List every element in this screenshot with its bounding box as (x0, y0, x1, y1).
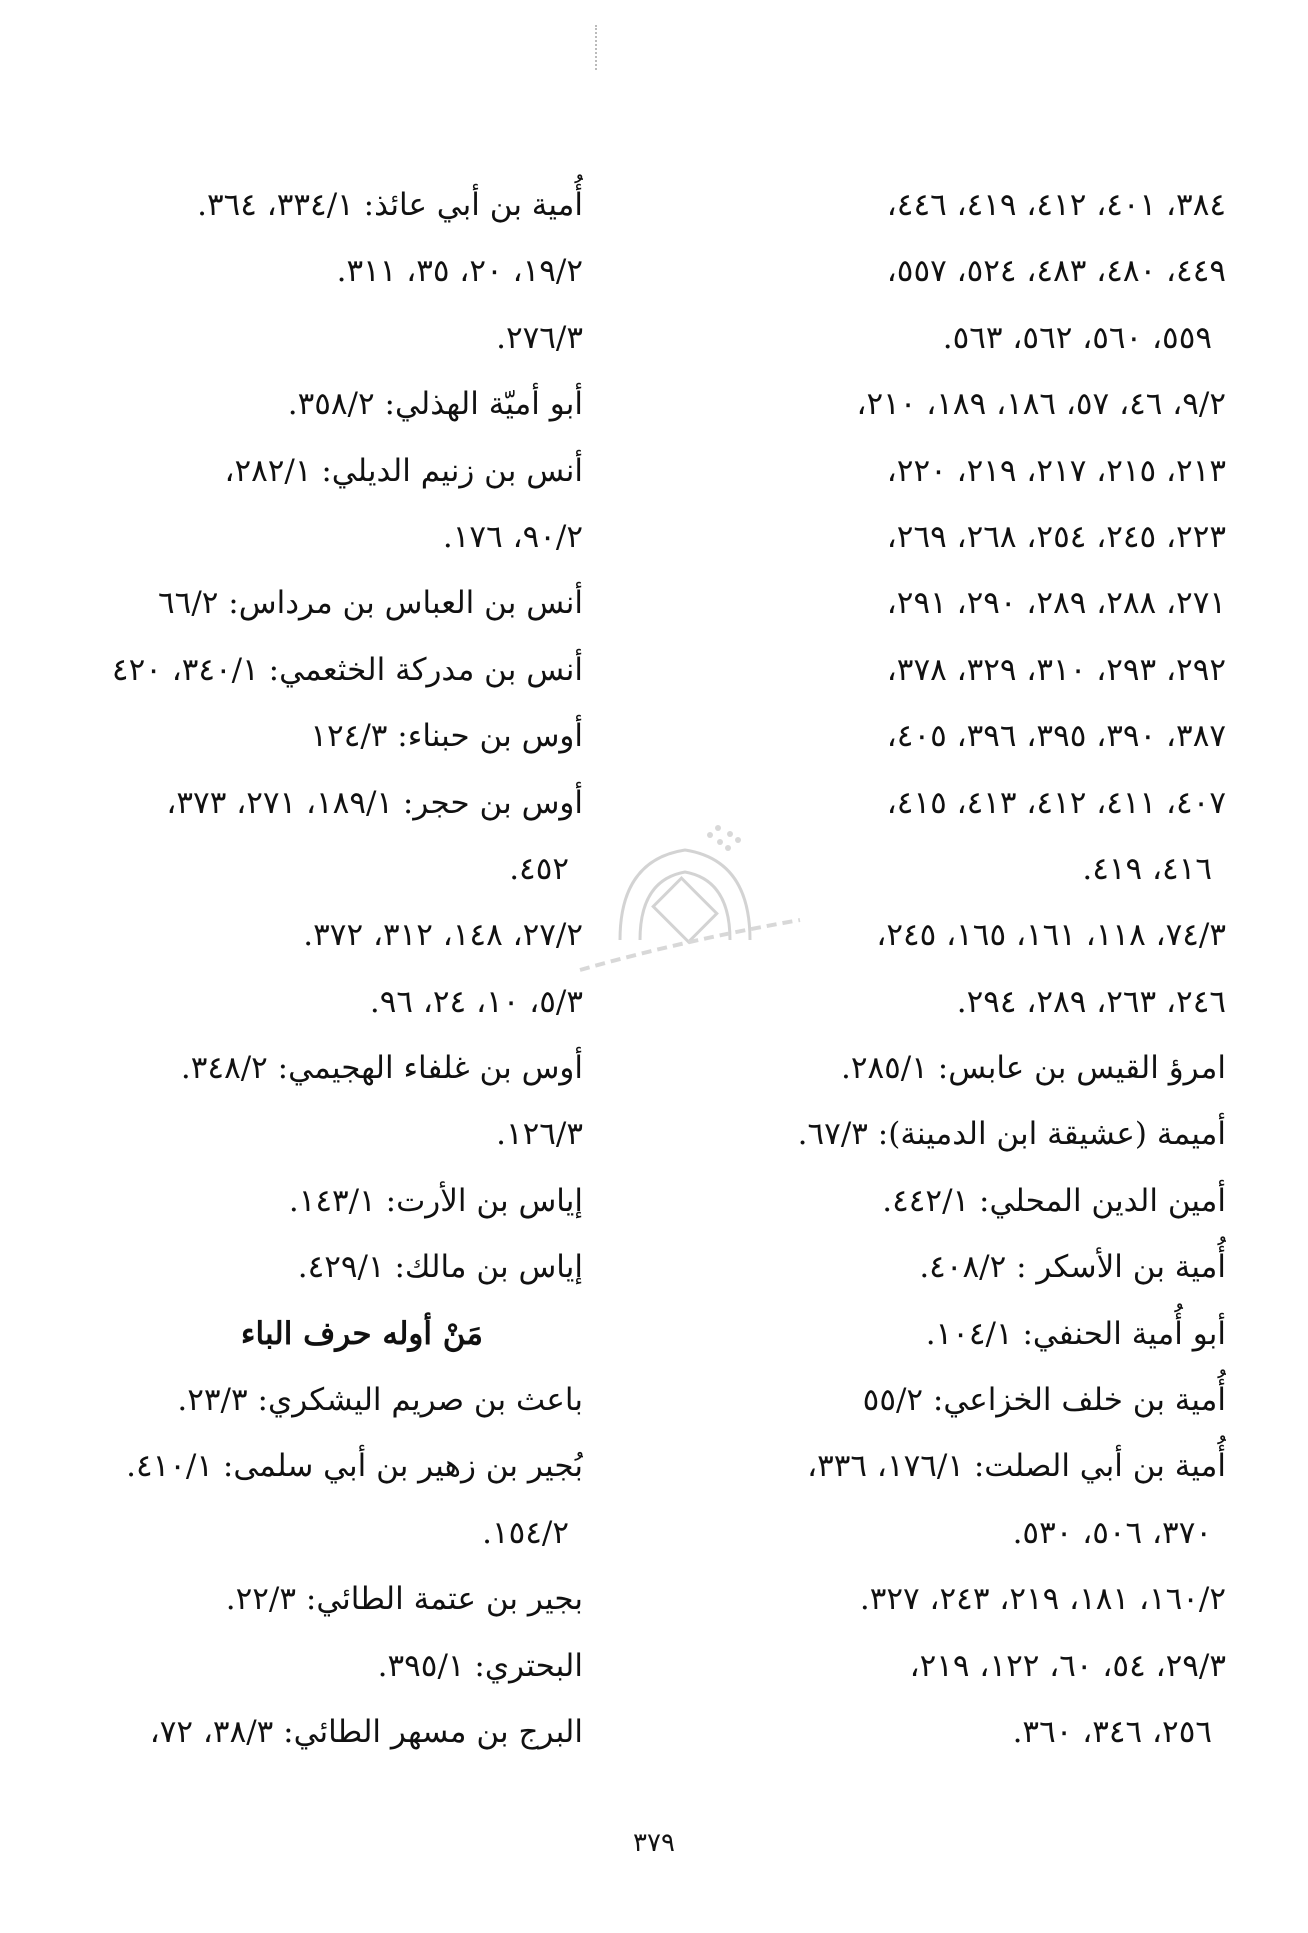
index-line: ٤٥٢. (509, 850, 569, 887)
index-line: ٣٧٠، ٥٠٦، ٥٣٠. (1012, 1514, 1212, 1551)
index-line: ٢٩/٣، ٥٤، ٦٠، ١٢٢، ٢١٩، (909, 1647, 1226, 1684)
index-entry: أميمة (عشيقة ابن الدمينة): ٦٧/٣. (797, 1116, 1226, 1153)
index-line: ٣٨٧، ٣٩٠، ٣٩٥، ٣٩٦، ٤٠٥، (886, 718, 1226, 755)
index-line: ٥٥٩، ٥٦٠، ٥٦٢، ٥٦٣. (942, 319, 1212, 356)
index-entry: بجير بن عتمة الطائي: ٢٢/٣. (225, 1581, 583, 1618)
index-entry: أُمية بن أبي الصلت: ١٧٦/١، ٣٣٦، (807, 1448, 1226, 1485)
index-entry: بُجير بن زهير بن أبي سلمى: ٤١٠/١. (126, 1448, 583, 1485)
left-column (3, 172, 583, 1765)
index-line: ٩/٢، ٤٦، ٥٧، ١٨٦، ١٨٩، ٢١٠، (856, 386, 1226, 423)
index-line: ٤١٦، ٤١٩. (1082, 850, 1212, 887)
index-line: ٤٠٧، ٤١١، ٤١٢، ٤١٣، ٤١٥، (886, 784, 1226, 821)
index-entry: البحتري: ٣٩٥/١. (377, 1647, 583, 1684)
index-line: ٢٧/٢، ١٤٨، ٣١٢، ٣٧٢. (303, 917, 583, 954)
section-heading: مَنْ أوله حرف الباء (240, 1315, 483, 1352)
page-number: ٣٧٩ (633, 1828, 675, 1858)
index-line: ٢٩٢، ٢٩٣، ٣١٠، ٣٢٩، ٣٧٨، (886, 651, 1226, 688)
index-entry: أنس بن زنيم الديلي: ٢٨٢/١، (224, 452, 583, 489)
index-line: ٢٤٦، ٢٦٣، ٢٨٩، ٢٩٤. (956, 983, 1226, 1020)
index-entry: أُمية بن أبي عائذ: ٣٣٤/١، ٣٦٤. (197, 187, 583, 223)
index-entry: أنس بن العباس بن مرداس: ٦٦/٢ (158, 585, 583, 622)
index-entry: أنس بن مدركة الخثعمي: ٣٤٠/١، ٤٢٠ (111, 651, 583, 688)
index-line: ٧٤/٣، ١١٨، ١٦١، ١٦٥، ٢٤٥، (876, 917, 1226, 954)
index-line: ١٥٤/٢. (482, 1514, 569, 1551)
index-entry: امرؤ القيس بن عابس: ٢٨٥/١. (841, 1050, 1226, 1087)
index-entry: أبو أميّة الهذلي: ٣٥٨/٢. (287, 386, 583, 423)
index-line: ٢٥٦، ٣٤٦، ٣٦٠. (1012, 1713, 1212, 1750)
index-line: ١٦٠/٢، ١٨١، ٢١٩، ٢٤٣، ٣٢٧. (859, 1581, 1226, 1618)
index-line: ٢١٣، ٢١٥، ٢١٧، ٢١٩، ٢٢٠، (886, 452, 1226, 489)
index-line: ٩٠/٢، ١٧٦. (442, 518, 583, 555)
index-entry: إياس بن مالك: ٤٢٩/١. (297, 1249, 583, 1286)
index-line: ٤٤٩، ٤٨٠، ٤٨٣، ٥٢٤، ٥٥٧، (886, 253, 1226, 290)
index-entry: أوس بن غلفاء الهجيمي: ٣٤٨/٢. (180, 1050, 583, 1087)
index-line: ٥/٣، ١٠، ٢٤، ٩٦. (369, 983, 583, 1020)
index-entry: أمين الدين المحلي: ٤٤٢/١. (882, 1182, 1226, 1219)
index-line: ٢٧١، ٢٨٨، ٢٨٩، ٢٩٠، ٢٩١، (886, 585, 1226, 622)
index-entry: أوس بن حبناء: ١٢٤/٣ (310, 718, 583, 755)
index-line: ٢٧٦/٣. (496, 319, 583, 356)
index-line: ١٢٦/٣. (496, 1116, 583, 1153)
index-line: ١٩/٢، ٢٠، ٣٥، ٣١١. (336, 253, 583, 290)
index-entry: إياس بن الأرت: ١٤٣/١. (288, 1182, 583, 1219)
index-entry: أبو أُمية الحنفي: ١٠٤/١. (925, 1315, 1226, 1352)
index-entry: أُمية بن الأسكر : ٤٠٨/٢. (919, 1249, 1226, 1286)
index-entry: أوس بن حجر: ١٨٩/١، ٢٧١، ٣٧٣، (166, 784, 583, 821)
index-line: ٢٢٣، ٢٤٥، ٢٥٤، ٢٦٨، ٢٦٩، (886, 518, 1226, 555)
institute-logo-icon (560, 820, 810, 990)
index-entry: البرج بن مسهر الطائي: ٣٨/٣، ٧٢، (149, 1713, 583, 1750)
index-entry: باعث بن صريم اليشكري: ٢٣/٣. (177, 1382, 583, 1419)
index-entry: أُمية بن خلف الخزاعي: ٥٥/٢ (862, 1382, 1226, 1419)
fold-mark (595, 25, 599, 70)
index-line: ٣٨٤، ٤٠١، ٤١٢، ٤١٩، ٤٤٦، (886, 187, 1226, 223)
